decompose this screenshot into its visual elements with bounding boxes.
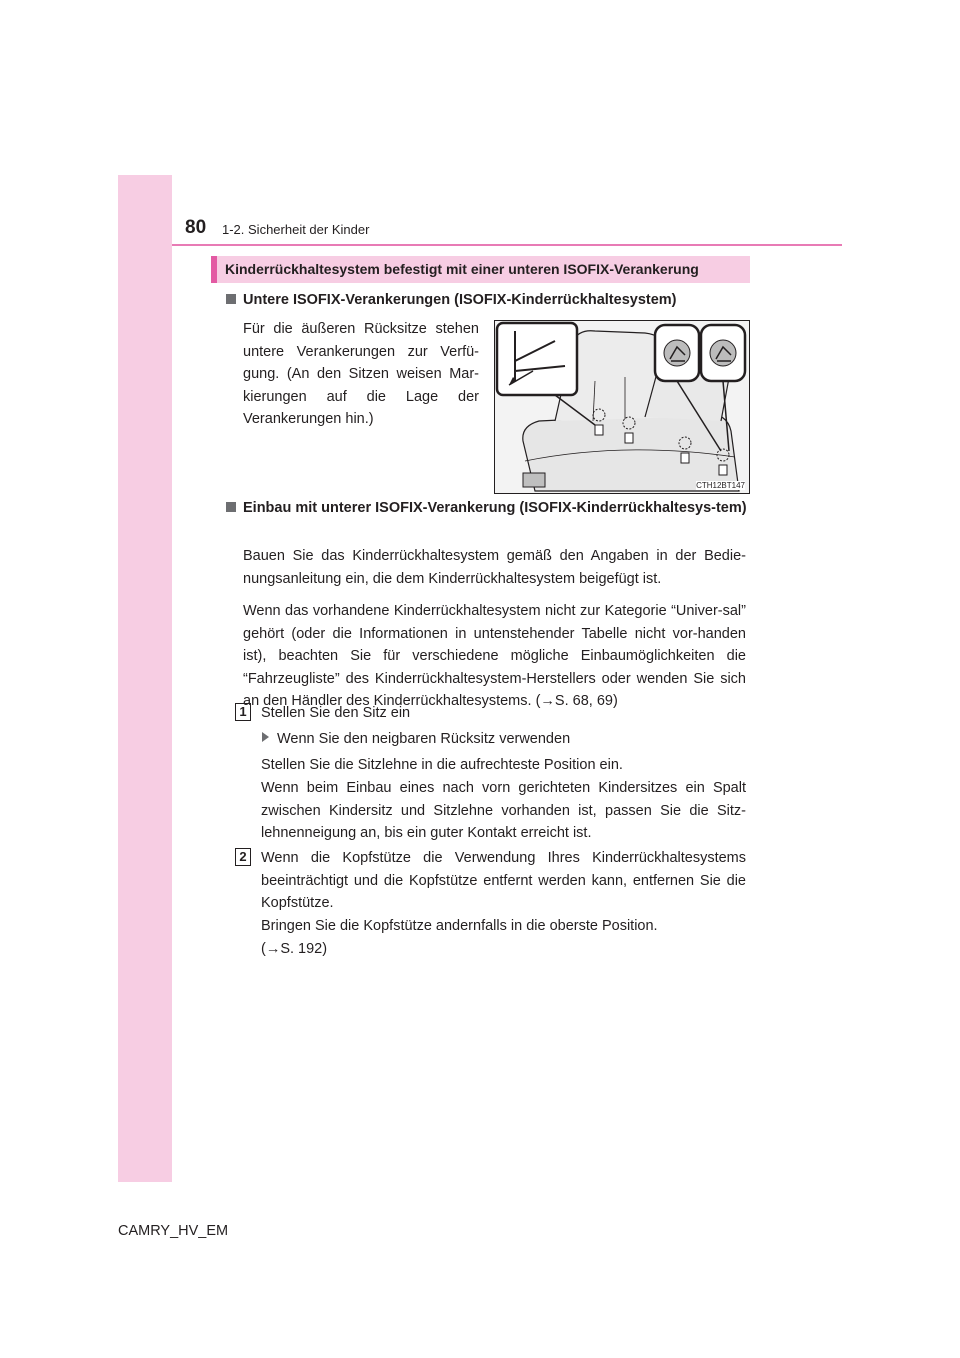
triangle-bullet-icon — [262, 732, 269, 742]
section-heading-text: Untere ISOFIX-Verankerungen (ISOFIX-Kinderrückhaltesystem) — [243, 292, 677, 308]
rear-seat-isofix-drawing — [495, 321, 749, 493]
page-number: 80 — [185, 217, 207, 238]
step-2-page-reference: (→S. 192) — [261, 941, 328, 957]
step-2-text-2: Bringen Sie die Kopfstütze andernfalls in die oberste Position. — [261, 918, 658, 934]
thumb-index-sidebar — [118, 175, 172, 1182]
step-2-text-1: Wenn die Kopfstütze die Verwendung Ihres Kinderrückhaltesystems beeinträchtigt und die Kopfstütze entfernt werden kann, entfernen Sie die Kopfstütze. — [261, 850, 746, 911]
square-bullet-icon — [226, 502, 236, 512]
installation-paragraph-1: Bauen Sie das Kinderrückhaltesystem gemäß den Angaben in der Bedie-nungsanleitung ein, die dem Kinderrückhaltesystem beigefügt ist. — [243, 548, 746, 587]
section-heading-lower-anchors — [226, 289, 756, 311]
topic-banner: Kinderrückhaltesystem befestigt mit einer unteren ISOFIX-Verankerung — [211, 256, 750, 283]
section-heading-text: Einbau mit unterer ISOFIX-Verankerung (ISOFIX-Kinderrückhaltesys-tem) — [243, 500, 747, 516]
step-number-badge: 2 — [235, 848, 251, 866]
step-number-badge: 1 — [235, 703, 251, 721]
section-title: 1-2. Sicherheit der Kinder — [222, 222, 370, 237]
step-1-bullet — [262, 728, 746, 751]
installation-paragraph-2: Wenn das vorhandene Kinderrückhaltesystem nicht zur Kategorie “Univer-sal” gehört (oder die Informationen in untenstehender Tabelle nicht vor-handen ist), beachten Sie für verschiedene mögliche Einbaumöglichkeiten die “Fahrzeugliste” des Kinderrückhaltesystem-Herstellers oder wenden Sie sich an den Händler des Kinderrückhaltesystems. (→S. 68, 69) — [243, 603, 746, 709]
step-1-title: Stellen Sie den Sitz ein — [261, 705, 411, 721]
header-divider — [172, 244, 842, 246]
step-1-text-2: Wenn beim Einbau eines nach vorn gerichteten Kindersitzes ein Spalt zwischen Kindersitz und Sitzlehne vorhanden ist, passen Sie die Sitz-lehnenneigung an, bis ein guter Kontakt erreicht ist. — [261, 780, 746, 841]
step-1-text-1: Stellen Sie die Sitzlehne in die aufrechteste Position ein. — [261, 757, 623, 773]
square-bullet-icon — [226, 294, 236, 304]
section-heading-installation — [226, 497, 756, 519]
model-code: CAMRY_HV_EM — [118, 1223, 229, 1239]
isofix-seat-illustration — [494, 320, 750, 494]
figure-code: CTH12BT147 — [696, 481, 745, 490]
step-1-bullet-text: Wenn Sie den neigbaren Rücksitz verwenden — [277, 731, 571, 747]
anchors-description: Für die äußeren Rücksitze stehen untere Verankerungen zur Verfü-gung. (An den Sitzen weisen Mar-kierungen auf die Lage der Verankerungen hin.) — [243, 321, 479, 427]
